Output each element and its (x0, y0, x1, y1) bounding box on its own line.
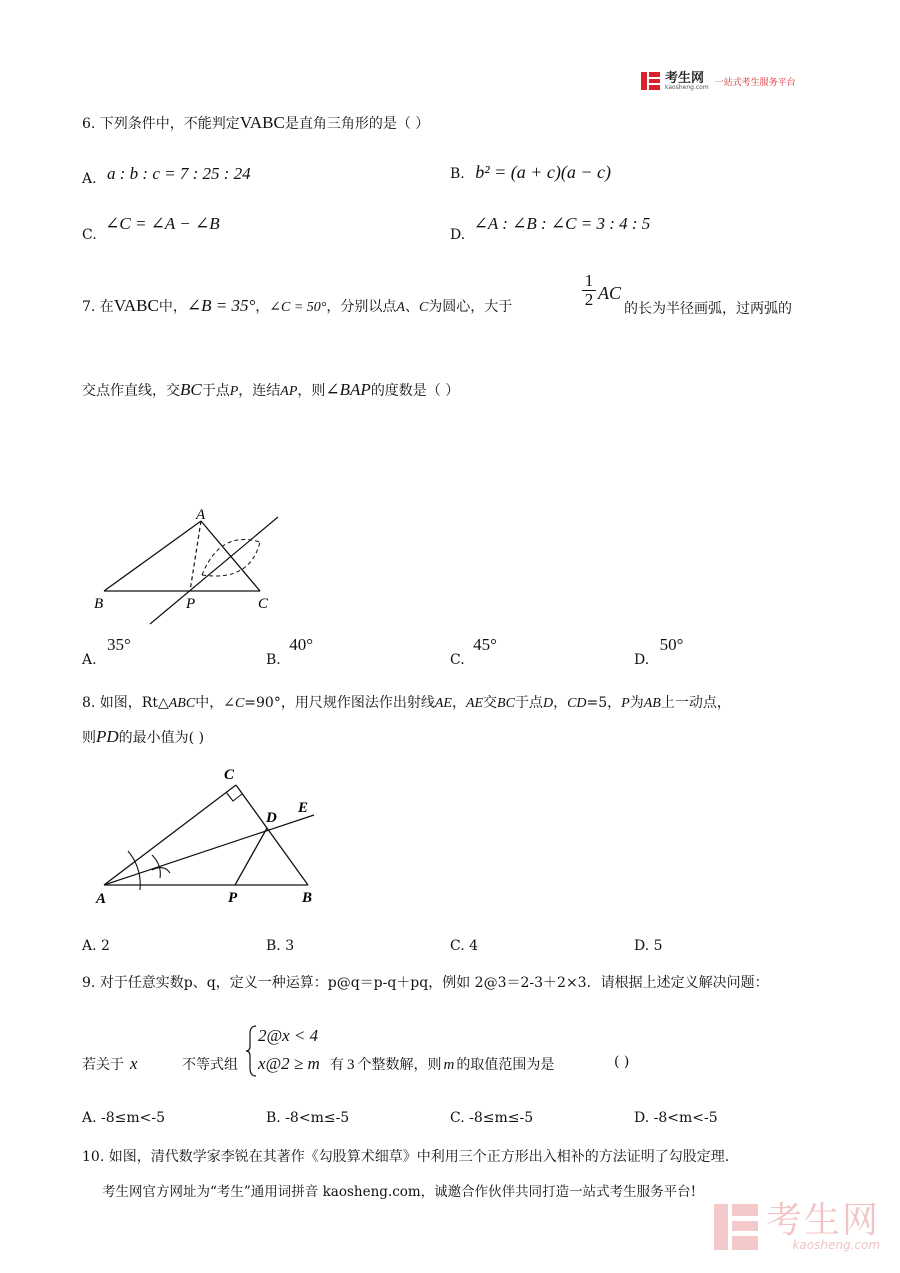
q9-l2a: 若关于 (82, 1057, 124, 1073)
q8-label-c: C (224, 767, 235, 783)
q9-b-val: -8<m≤-5 (285, 1110, 350, 1126)
q8-ae2: AE (465, 696, 484, 711)
q7-frac-ac: AC (598, 283, 622, 303)
q6-option-c[interactable] (82, 214, 220, 243)
q6-c-label: C. (82, 227, 97, 243)
q8-right-angle-mark (226, 792, 242, 801)
q8-label-b: B (302, 890, 313, 906)
q7-b-val: 40° (289, 635, 314, 654)
q7-l2a: 交点作直线，交 (82, 383, 180, 399)
q8-l1f: ， (553, 695, 568, 711)
q7-angle-c: ∠C = 50° (269, 300, 327, 315)
q9-a-label: A. (82, 1110, 97, 1126)
q6-option-b[interactable] (450, 162, 611, 183)
q9-option-c[interactable] (450, 1110, 533, 1126)
q6-d-label: D. (450, 227, 466, 243)
q8-a-label: A. (82, 938, 97, 954)
q9-l2b: 不等式组 (182, 1057, 238, 1073)
q7-dun: 、 (404, 299, 419, 315)
q7-frac-num: 1 (584, 271, 594, 290)
q9-c-val: -8≤m≤-5 (469, 1110, 534, 1126)
q7-option-b[interactable] (266, 635, 314, 668)
q8-l1e: 于点 (514, 695, 543, 711)
q7-pt-p: P (229, 384, 239, 399)
q7-sep1: ， (255, 299, 270, 315)
footer-text: 考生网官方网址为“考生”通用词拼音 kaosheng.com，诚邀合作伙伴共同打造一站式考生服务平台! (102, 1184, 697, 1200)
q8-seg-ac-line (104, 785, 236, 885)
q6-stem-prefix: 6. 下列条件中，不能判定 (82, 116, 240, 132)
q7-pt-c: C (418, 300, 429, 315)
watermark-sub: kaosheng.com (792, 1238, 881, 1252)
q6-a-expr: a : b : c = 7 : 25 : 24 (107, 164, 251, 183)
q9-d-label: D. (634, 1110, 650, 1126)
q7-pt-a: A (396, 300, 405, 315)
q8-arc-2 (152, 855, 160, 878)
q8-l1i: 上一动点， (660, 695, 731, 711)
q8-label-a: A (96, 891, 107, 907)
q9-line1: 9. 对于任意实数p、q，定义一种运算：p@q＝p-q＋pq，例如 2@3＝2-3＋2×3．请根据上述定义解决问题： (82, 975, 769, 991)
q7-c-label: C. (450, 652, 465, 668)
q8-b-label: B. (266, 938, 281, 954)
q7-line1 (82, 296, 512, 316)
q7-label-p: P (186, 596, 196, 612)
q7-seg-bc: BC (180, 380, 202, 399)
q8-c: C (234, 696, 245, 711)
q7-l2c: ，连结 (238, 383, 281, 399)
q8-bc: BC (497, 696, 515, 711)
q8-option-c[interactable] (450, 938, 478, 954)
q9-b-label: B. (266, 1110, 281, 1126)
q8-figure (90, 760, 330, 910)
q7-l1c: ，分别以点 (326, 299, 397, 315)
q7-a-val: 35° (107, 635, 131, 654)
q8-l1b: 中，∠ (195, 695, 235, 711)
q8-l1a: 8. 如图，Rt△ (82, 695, 169, 711)
q7-c-val: 45° (473, 635, 497, 654)
q8-option-b[interactable] (266, 938, 294, 954)
q8-label-p: P (228, 890, 238, 906)
q8-p: P (621, 696, 630, 711)
q7-line2 (82, 380, 459, 400)
q9-l2e: 的取值范围为是 (456, 1057, 555, 1073)
q7-l1a: 7. 在 (82, 299, 114, 315)
q8-tri: ABC (168, 696, 196, 711)
q7-option-a[interactable] (82, 635, 131, 668)
q9-sys2: x@2 ≥ m (258, 1054, 320, 1073)
q9-option-b[interactable] (266, 1110, 349, 1126)
q8-l1g: =5， (586, 695, 622, 711)
q8-option-d[interactable] (634, 938, 663, 954)
logo-icon (640, 70, 662, 92)
q7-label-c: C (258, 596, 269, 612)
q7-l1b: 中， (158, 299, 187, 315)
q7-seg-ap: AP (280, 384, 298, 399)
q8-cd: CD (567, 696, 587, 711)
q8-comma: ， (451, 695, 466, 711)
q7-l2d: ，则 (297, 383, 326, 399)
q6-a-label: A. (82, 171, 97, 187)
q9-m: m (443, 1057, 455, 1073)
q8-d-label: D. (634, 938, 650, 954)
q9-l2d: 个整数解，则 (357, 1057, 442, 1073)
q8-ae: AE (434, 696, 452, 711)
q9-l2-suffix (330, 1054, 554, 1074)
q8-d-val: 5 (653, 938, 663, 954)
q7-l2b: 于点 (201, 383, 230, 399)
q8-ab: AB (643, 696, 661, 711)
q7-figure (90, 500, 290, 630)
q7-a-label: A. (82, 652, 97, 668)
q9-x: x (130, 1054, 138, 1073)
q9-c-label: C. (450, 1110, 465, 1126)
q6-stem-suffix: 是直角三角形的是（ ） (284, 116, 430, 132)
logo-sub: kaosheng.com (665, 83, 709, 91)
q7-frac-den: 2 (582, 290, 596, 308)
q6-b-expr: b² = (a + c)(a − c) (475, 162, 611, 182)
q8-c-label: C. (450, 938, 465, 954)
q8-d: D (542, 696, 554, 711)
q7-l1e: 的长为半径画弧，过两弧的 (624, 301, 792, 317)
q7-arc-2 (202, 542, 260, 576)
q9-d-val: -8<m<-5 (653, 1110, 718, 1126)
q8-l1d: 交 (483, 695, 498, 711)
q9-l2c: 有 (330, 1057, 344, 1073)
q6-stem-tri: VABC (239, 113, 285, 132)
header-logo (640, 70, 796, 92)
q7-label-b: B (94, 596, 104, 612)
logo-text: 考生网 (665, 70, 705, 86)
footer-watermark (712, 1200, 880, 1254)
q7-angle-b: ∠B = 35° (186, 296, 256, 315)
q8-b-val: 3 (285, 938, 295, 954)
q9-sys1: 2@x < 4 (258, 1026, 319, 1045)
q8-c-val: 4 (469, 938, 479, 954)
q9-three: 3 (347, 1057, 355, 1073)
q9-l2-prefix (82, 1054, 138, 1074)
q8-arc-3 (152, 868, 170, 873)
q7-seg-ab-line (104, 521, 201, 591)
q8-pd: PD (96, 727, 119, 746)
q6-c-expr: ∠C = ∠A − ∠B (105, 214, 220, 233)
watermark-text: 考生网 (766, 1200, 881, 1241)
q7-label-a: A (196, 507, 206, 523)
q7-b-label: B. (266, 652, 281, 668)
q8-l1h: 为 (629, 695, 644, 711)
q9-option-d[interactable] (634, 1110, 718, 1126)
q7-angle-bap: ∠BAP (325, 380, 371, 399)
q7-l1d: 为圆心，大于 (428, 299, 513, 315)
q8-l2a: 则 (82, 730, 96, 746)
q8-l2b: 的最小值为( ) (118, 730, 205, 746)
q10-line1: 10. 如图，清代数学家李锐在其著作《勾股算术细草》中利用三个正方形出入相补的方法证明了勾股定理. (82, 1149, 730, 1165)
q8-line1 (82, 692, 731, 712)
q8-l1c: =90°，用尺规作图法作出射线 (244, 695, 435, 711)
q8-label-e: E (298, 800, 309, 816)
q9-option-a[interactable] (82, 1110, 165, 1126)
q8-label-d: D (266, 810, 277, 826)
q7-d-label: D. (634, 652, 650, 668)
q9-paren: ( ) (614, 1054, 630, 1070)
q6-stem (82, 113, 429, 133)
header-slogan: 一站式考生服务平台 (714, 77, 796, 88)
q9-a-val: -8≤m<-5 (101, 1110, 166, 1126)
q9-brace (246, 1024, 258, 1078)
q7-d-val: 50° (659, 635, 684, 654)
q8-a-val: 2 (101, 938, 110, 954)
watermark-logo-icon (712, 1200, 760, 1254)
q7-fraction (582, 272, 596, 308)
q8-line2 (82, 727, 204, 747)
q6-option-d[interactable] (450, 214, 651, 243)
q6-option-a[interactable] (82, 164, 251, 188)
q6-d-expr: ∠A : ∠B : ∠C = 3 : 4 : 5 (473, 214, 651, 233)
q7-l2e: 的度数是（ ） (370, 383, 460, 399)
q8-option-a[interactable] (82, 938, 110, 954)
q8-arc-1 (128, 851, 140, 890)
q6-b-label: B. (450, 166, 465, 182)
q7-option-d[interactable] (634, 635, 684, 668)
q7-option-c[interactable] (450, 635, 497, 668)
q7-tri: VABC (113, 296, 159, 315)
q7-seg-ap-dashed (190, 521, 201, 591)
